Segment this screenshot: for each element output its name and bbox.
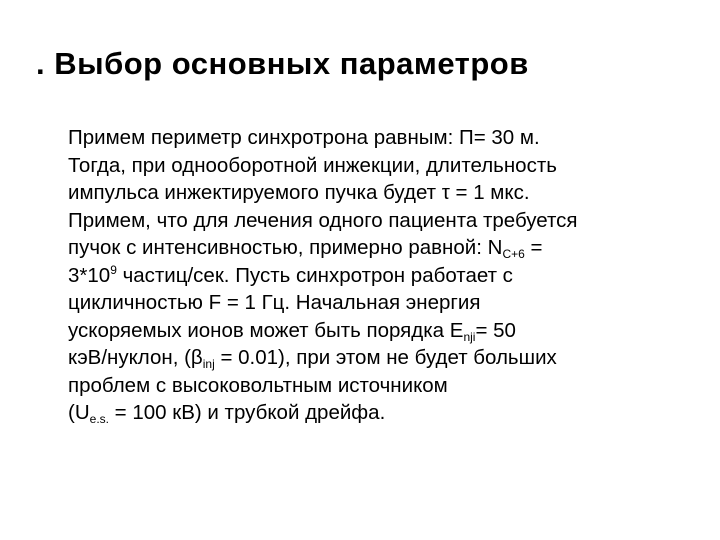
body-line-3: импульса инжектируемого пучка будет τ = 1 мкс. — [68, 181, 530, 204]
body-line-5-end: = — [524, 236, 543, 259]
body-line-9-end: = 0.01), при этом не будет больших — [214, 346, 557, 369]
body-line-8 — [68, 317, 698, 345]
body-line-10: проблем с высоковольтным источником — [68, 373, 448, 397]
body-line-2: Тогда, при однооборотной инжекции, длительность — [68, 153, 557, 177]
power-superscript: 9 — [110, 262, 117, 277]
body-line-8-end: = 50 — [475, 318, 516, 342]
slide-title: . Выбор основных параметров — [36, 46, 529, 81]
voltage-subscript: e.s. — [89, 412, 109, 426]
n-subscript: C+6 — [502, 247, 525, 261]
slide-body — [68, 124, 698, 427]
body-line-6 — [68, 262, 698, 290]
energy-subscript: nji — [463, 329, 476, 344]
beta-subscript: inj — [202, 357, 215, 371]
body-line-9-text: кэВ/нуклон, (β — [68, 346, 203, 369]
body-line-9 — [68, 344, 698, 372]
body-line-1: Примем периметр синхротрона равным: П= 30 м. — [68, 126, 540, 149]
body-line-5-text: пучок с интенсивностью, примерно равной: N — [68, 236, 503, 259]
body-line-11 — [68, 399, 698, 427]
body-line-8-text: ускоряемых ионов может быть порядка E — [68, 318, 464, 342]
body-line-5 — [68, 234, 698, 262]
body-line-7: цикличностью F = 1 Гц. Начальная энергия — [68, 291, 481, 314]
body-line-6-start: 3*10 — [68, 263, 111, 287]
body-line-11-start: (U — [68, 401, 90, 424]
body-line-11-text: = 100 кВ) и трубкой дрейфа. — [108, 401, 386, 424]
body-line-4: Примем, что для лечения одного пациента требуется — [68, 208, 578, 232]
body-line-6-text: частиц/сек. Пусть синхротрон работает с — [116, 263, 513, 287]
